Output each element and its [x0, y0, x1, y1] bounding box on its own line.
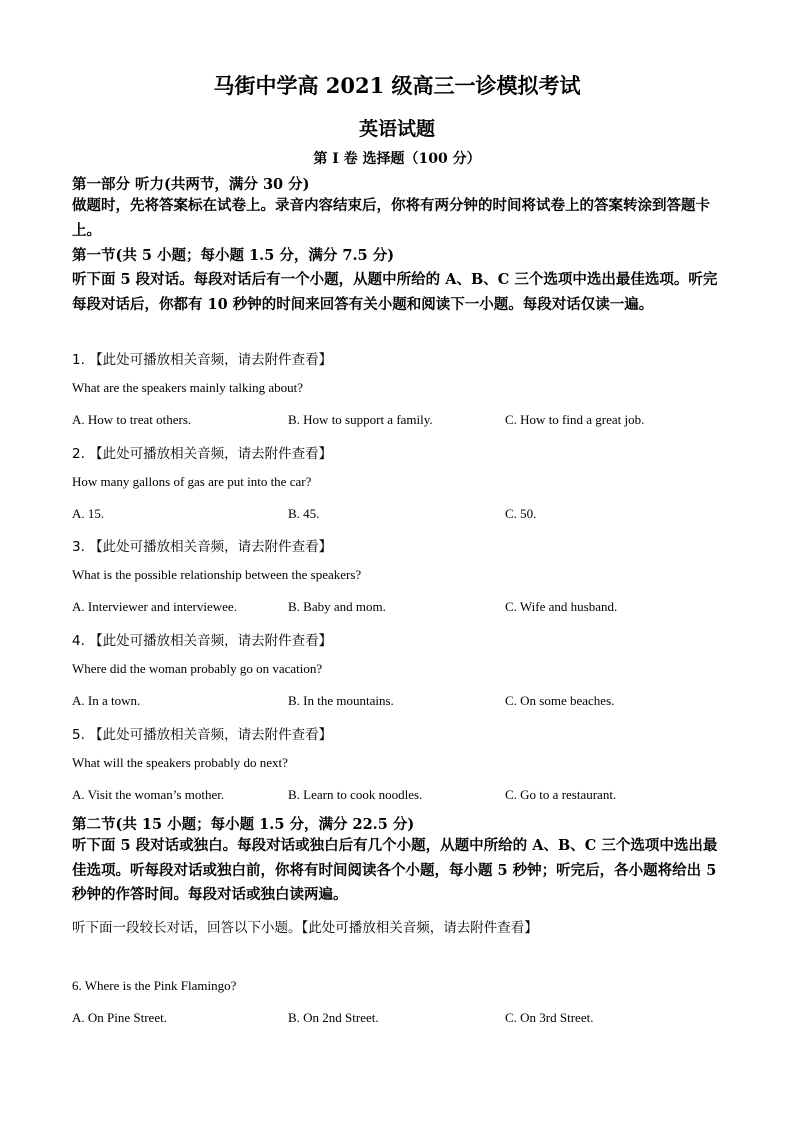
- section-heading: 第 I 卷 选择题（100 分）: [313, 151, 481, 167]
- question-5-audio-note: 5. 【此处可播放相关音频，请去附件查看】: [72, 727, 333, 743]
- question-6-option-a: A. On Pine Street.: [72, 1010, 167, 1025]
- question-3-option-a: A. Interviewer and interviewee.: [72, 599, 237, 614]
- question-6-option-c: C. On 3rd Street.: [505, 1010, 594, 1025]
- question-1-text: What are the speakers mainly talking about?: [72, 380, 304, 395]
- section2-heading: 第二节(共 15 小题；每小题 1.5 分，满分 22.5 分): [72, 816, 415, 833]
- question-3-text: What is the possible relationship between the speakers?: [72, 567, 362, 582]
- question-1-option-a: A. How to treat others.: [72, 412, 192, 427]
- question-5-option-c: C. Go to a restaurant.: [505, 787, 617, 802]
- part1-heading: 第一部分 听力(共两节，满分 30 分): [72, 176, 310, 193]
- section1-heading: 第一节(共 5 小题；每小题 1.5 分，满分 7.5 分): [72, 247, 395, 264]
- question-1-option-c: C. How to find a great job.: [505, 412, 645, 427]
- part1-instruction: 做题时，先将答案标在试卷上。录音内容结束后，你将有两分钟的时间将试卷上的答案转涂到答题卡上。: [72, 197, 710, 239]
- question-1-audio-note: 1. 【此处可播放相关音频，请去附件查看】: [72, 352, 333, 368]
- question-2-option-a: A. 15.: [72, 506, 105, 521]
- question-2-text: How many gallons of gas are put into the car?: [72, 474, 312, 489]
- question-2-option-c: C. 50.: [505, 506, 537, 521]
- section2-audio-note: 听下面一段较长对话，回答以下小题。【此处可播放相关音频，请去附件查看】: [72, 920, 538, 936]
- exam-title: 马街中学高 2021 级高三一诊模拟考试: [213, 73, 581, 98]
- question-2-option-b: B. 45.: [288, 506, 320, 521]
- section2-instruction: 听下面 5 段对话或独白。每段对话或独白后有几个小题，从题中所给的 A、B、C 三个选项中选出最佳选项。听每段对话或独白前，你将有时间阅读各个小题，每小题 5 秒钟；听完后，各小题将给出 5 秒钟的作答时间。每段对话或独白读两遍。: [72, 837, 718, 903]
- question-5-text: What will the speakers probably do next?: [72, 755, 288, 770]
- question-3-option-c: C. Wife and husband.: [505, 599, 618, 614]
- question-4-option-b: B. In the mountains.: [288, 693, 394, 708]
- exam-subtitle: 英语试题: [358, 118, 435, 140]
- question-1-option-b: B. How to support a family.: [288, 412, 433, 427]
- question-2-audio-note: 2. 【此处可播放相关音频，请去附件查看】: [72, 446, 333, 462]
- question-5-option-b: B. Learn to cook noodles.: [288, 787, 423, 802]
- section1-instruction: 听下面 5 段对话。每段对话后有一个小题，从题中所给的 A、B、C 三个选项中选出最佳选项。听完每段对话后，你都有 10 秒钟的时间来回答有关小题和阅读下一小题。每段对话仅读一遍。: [72, 271, 718, 313]
- question-6-text: 6. Where is the Pink Flamingo?: [72, 978, 237, 993]
- question-5-option-a: A. Visit the woman’s mother.: [72, 787, 225, 802]
- question-6-option-b: B. On 2nd Street.: [288, 1010, 379, 1025]
- question-3-audio-note: 3. 【此处可播放相关音频，请去附件查看】: [72, 539, 333, 555]
- question-4-text: Where did the woman probably go on vacation?: [72, 661, 323, 676]
- question-4-option-a: A. In a town.: [72, 693, 141, 708]
- question-4-option-c: C. On some beaches.: [505, 693, 615, 708]
- question-4-audio-note: 4. 【此处可播放相关音频，请去附件查看】: [72, 633, 333, 649]
- question-3-option-b: B. Baby and mom.: [288, 599, 386, 614]
